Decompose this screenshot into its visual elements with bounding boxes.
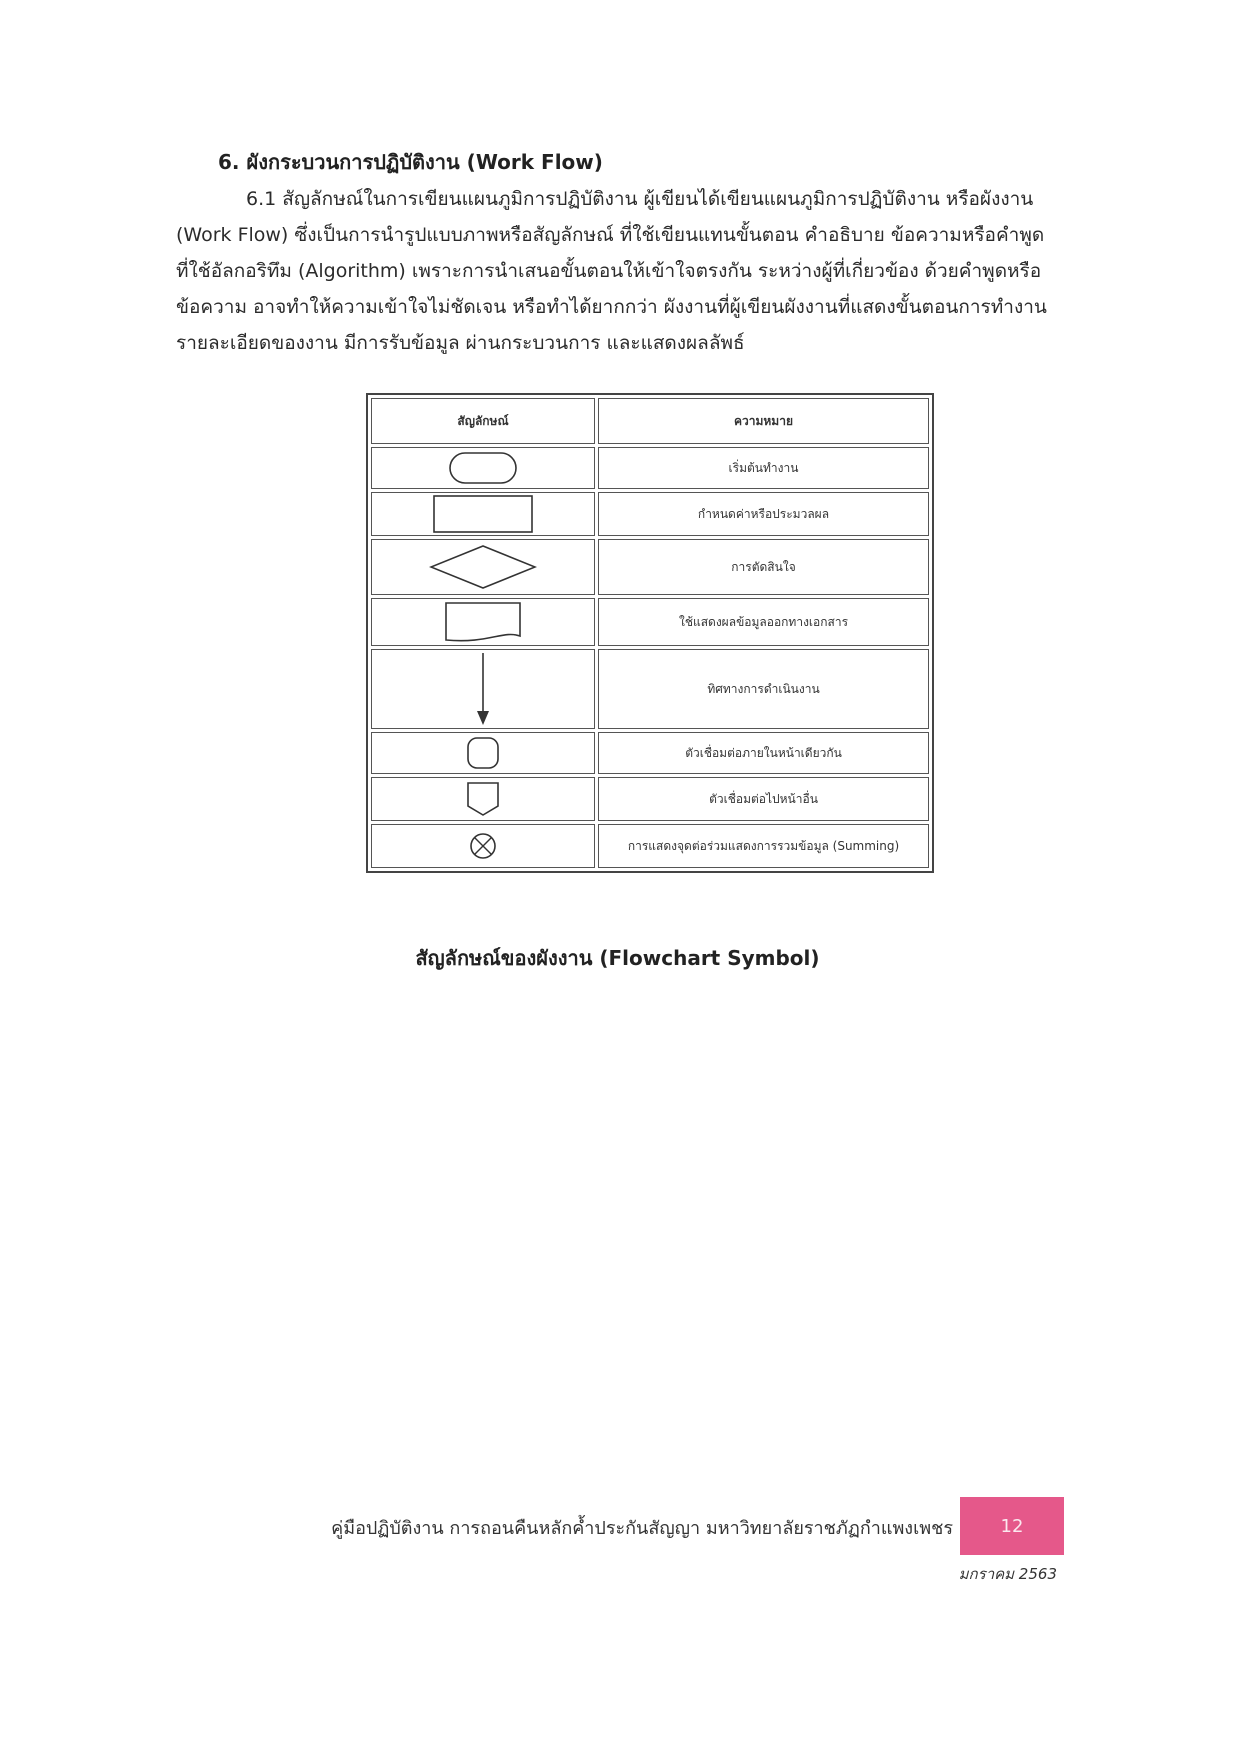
document-icon xyxy=(443,600,523,644)
symbol-cell xyxy=(371,732,595,774)
symbol-cell xyxy=(371,649,595,729)
table-row xyxy=(371,539,929,595)
meaning-cell: เริ่มต้นทำงาน xyxy=(598,447,929,489)
table-row xyxy=(371,598,929,646)
meaning-cell: ตัวเชื่อมต่อไปหน้าอื่น xyxy=(598,777,929,821)
symbol-cell xyxy=(371,598,595,646)
process-rectangle-icon xyxy=(432,494,534,534)
footer-date: มกราคม 2563 xyxy=(958,1565,1057,1583)
paragraph-line: (Work Flow) ซึ่งเป็นการนำรูปแบบภาพหรือสัญลักษณ์ ที่ใช้เขียนแทนขั้นตอน คำอธิบาย ข้อความหรือคำพูด xyxy=(176,224,1045,246)
meaning-cell: การแสดงจุดต่อร่วมแสดงการรวมข้อมูล (Summing) xyxy=(598,824,929,868)
terminator-icon xyxy=(448,451,518,485)
symbol-cell xyxy=(371,539,595,595)
flowchart-symbol-table xyxy=(366,393,934,873)
on-page-connector-icon xyxy=(466,736,500,770)
footer-title: คู่มือปฏิบัติงาน การถอนคืนหลักค้ำประกันสัญญา มหาวิทยาลัยราชภัฏกำแพงเพชร xyxy=(331,1518,953,1539)
meaning-cell: การตัดสินใจ xyxy=(598,539,929,595)
symbol-cell xyxy=(371,447,595,489)
summing-junction-icon xyxy=(468,831,498,861)
table-row xyxy=(371,732,929,774)
off-page-connector-icon xyxy=(465,780,501,818)
table-header-row xyxy=(371,398,929,444)
symbol-cell xyxy=(371,492,595,536)
header-symbol: สัญลักษณ์ xyxy=(371,398,595,444)
meaning-cell: ใช้แสดงผลข้อมูลออกทางเอกสาร xyxy=(598,598,929,646)
table-row xyxy=(371,447,929,489)
decision-diamond-icon xyxy=(429,544,537,590)
paragraph-line: รายละเอียดของงาน มีการรับข้อมูล ผ่านกระบวนการ และแสดงผลลัพธ์ xyxy=(176,332,745,354)
figure-caption: สัญลักษณ์ของผังงาน (Flowchart Symbol) xyxy=(415,946,820,970)
page-number-badge: 12 xyxy=(960,1497,1064,1555)
header-meaning: ความหมาย xyxy=(598,398,929,444)
table-row xyxy=(371,777,929,821)
table-row xyxy=(371,492,929,536)
table-row xyxy=(371,824,929,868)
section-heading: 6. ผังกระบวนการปฏิบัติงาน (Work Flow) xyxy=(218,150,603,174)
intro-paragraph xyxy=(176,181,1066,361)
paragraph-line: 6.1 สัญลักษณ์ในการเขียนแผนภูมิการปฏิบัติงาน ผู้เขียนได้เขียนแผนภูมิการปฏิบัติงาน หรือผังงาน xyxy=(246,188,1034,210)
symbol-cell xyxy=(371,824,595,868)
paragraph-line: ข้อความ อาจทำให้ความเข้าใจไม่ชัดเจน หรือทำได้ยากกว่า ผังงานที่ผู้เขียนผังงานที่แสดงขั้นตอนการทำงาน xyxy=(176,296,1047,318)
flow-arrow-icon xyxy=(473,651,493,727)
meaning-cell: กำหนดค่าหรือประมวลผล xyxy=(598,492,929,536)
meaning-cell: ทิศทางการดำเนินงาน xyxy=(598,649,929,729)
paragraph-line: ที่ใช้อัลกอริทึม (Algorithm) เพราะการนำเสนอขั้นตอนให้เข้าใจตรงกัน ระหว่างผู้ที่เกี่ยวข้อง ด้วยคำพูดหรือ xyxy=(176,260,1042,282)
meaning-cell: ตัวเชื่อมต่อภายในหน้าเดียวกัน xyxy=(598,732,929,774)
table-row xyxy=(371,649,929,729)
symbol-cell xyxy=(371,777,595,821)
